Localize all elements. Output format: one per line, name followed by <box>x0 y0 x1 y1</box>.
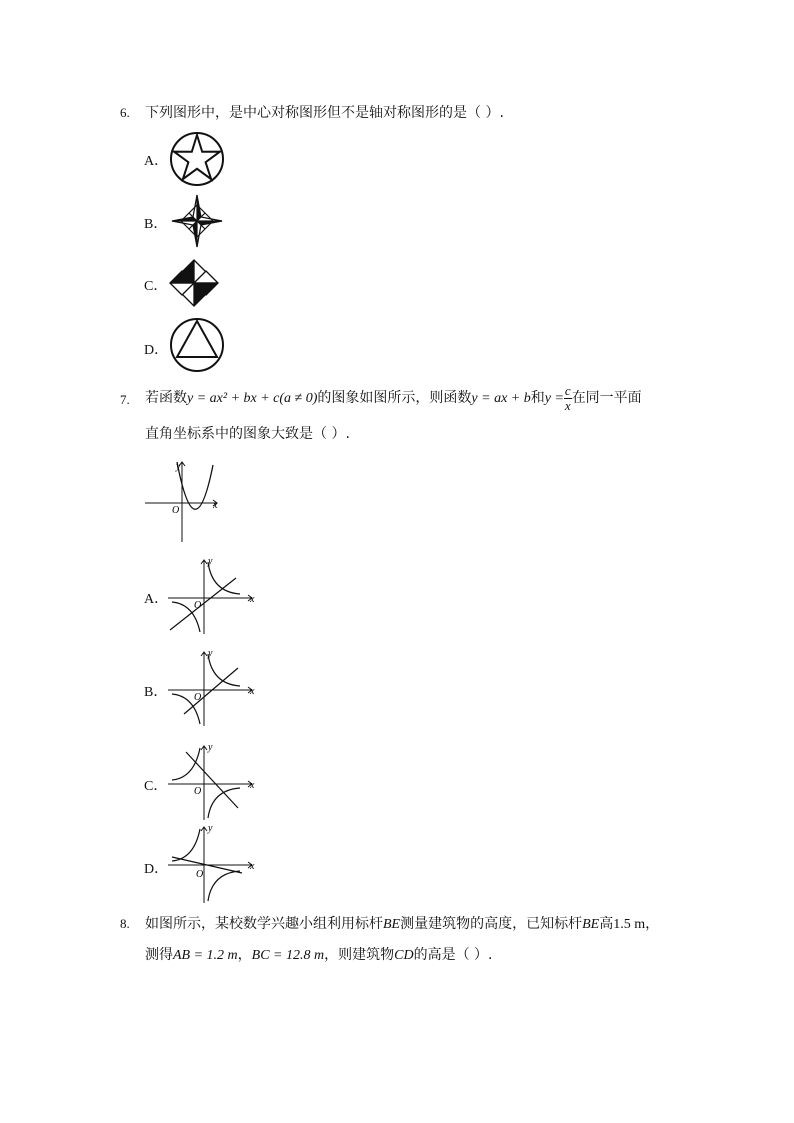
x-axis-label: x <box>250 780 255 791</box>
q7-option-b-graph[interactable] <box>166 648 262 728</box>
y-axis-label: y <box>208 823 213 834</box>
q6-option-c-label[interactable]: C． <box>144 279 168 294</box>
q7-number: 7. <box>120 392 130 407</box>
q8-height-value: 1.5 m <box>613 917 646 932</box>
x-axis-label: x <box>250 594 255 605</box>
y-axis-label: y <box>208 742 213 753</box>
line-graph <box>186 752 238 808</box>
q8-text-g: 的高是（ ）. <box>413 947 493 963</box>
hyperbola-branch-lower <box>208 871 240 901</box>
q8-text-f: ，则建筑物 <box>324 947 395 963</box>
q6-option-a-label[interactable]: A． <box>144 154 169 169</box>
q6-option-d-label[interactable]: D． <box>144 343 169 358</box>
q8-be-label-2: BE <box>582 917 600 932</box>
q6-option-b-label[interactable]: B． <box>144 217 168 232</box>
q7-option-c-graph[interactable] <box>166 742 262 822</box>
q7-line1 <box>145 383 642 414</box>
origin-label: O <box>196 869 204 880</box>
q7-and: 和 <box>530 390 545 406</box>
y-axis-label: y <box>176 461 181 472</box>
q6-number: 6. <box>120 105 130 120</box>
q8-text-a: 如图所示，某校数学兴趣小组利用标杆 <box>145 916 383 932</box>
line-graph <box>184 668 238 714</box>
pinwheel-icon[interactable] <box>166 256 222 310</box>
origin-label: O <box>194 692 202 703</box>
q8-ab-value: AB = 1.2 m <box>173 948 238 963</box>
q8-be-label: BE <box>383 917 401 932</box>
q7-quadratic-equation: y = ax² + bx + c(a ≠ 0) <box>187 391 318 406</box>
q7-prefix: 若函数 <box>145 390 187 406</box>
q7-linear-equation: y = ax + b <box>471 391 531 406</box>
q7-suffix: 在同一平面 <box>571 390 642 406</box>
hyperbola-branch-upper <box>172 829 200 861</box>
q8-text-c: 高 <box>599 916 614 932</box>
q8-number: 8. <box>120 916 130 931</box>
y-axis-label: y <box>208 648 213 659</box>
q8-cd-label: CD <box>394 948 414 963</box>
q7-option-b-label[interactable]: B． <box>144 685 168 700</box>
q7-option-c-label[interactable]: C． <box>144 779 168 794</box>
q7-inverse-lhs: y = <box>544 391 564 406</box>
q7-fraction-numerator: c <box>564 382 571 398</box>
star-in-circle-icon[interactable] <box>168 131 226 187</box>
y-axis-label: y <box>208 556 213 567</box>
q8-text-d: ， <box>645 916 660 932</box>
x-axis-label: x <box>250 861 255 872</box>
x-axis-label: x <box>250 686 255 697</box>
q6-text: 下列图形中，是中心对称图形但不是轴对称图形的是（ ）. <box>145 105 504 121</box>
q8-line2 <box>145 945 492 966</box>
compass-star-icon[interactable] <box>168 193 226 249</box>
origin-label: O <box>194 600 202 611</box>
x-axis-label: x <box>213 500 218 511</box>
q7-mid: 的图象如图所示，则函数 <box>317 390 472 406</box>
q7-option-a-label[interactable]: A． <box>144 592 169 607</box>
q8-text-b: 测量建筑物的高度，已知标杆 <box>400 916 583 932</box>
q7-inverse-fraction <box>564 384 572 413</box>
q8-text-e: 测得 <box>145 947 173 963</box>
q8-line1 <box>145 914 659 935</box>
q7-line2: 直角坐标系中的图象大致是（ ）. <box>145 426 350 442</box>
q7-option-d-graph[interactable] <box>166 823 262 905</box>
q7-parabola-graph <box>145 456 225 544</box>
q7-option-a-graph[interactable] <box>166 556 262 636</box>
origin-label: O <box>194 786 202 797</box>
triangle-in-circle-icon[interactable] <box>168 317 226 373</box>
q8-separator: ， <box>237 947 252 963</box>
q7-fraction-denominator: x <box>564 397 571 413</box>
q8-bc-value: BC = 12.8 m <box>251 948 325 963</box>
q7-option-d-label[interactable]: D． <box>144 862 169 877</box>
origin-label: O <box>172 505 180 516</box>
